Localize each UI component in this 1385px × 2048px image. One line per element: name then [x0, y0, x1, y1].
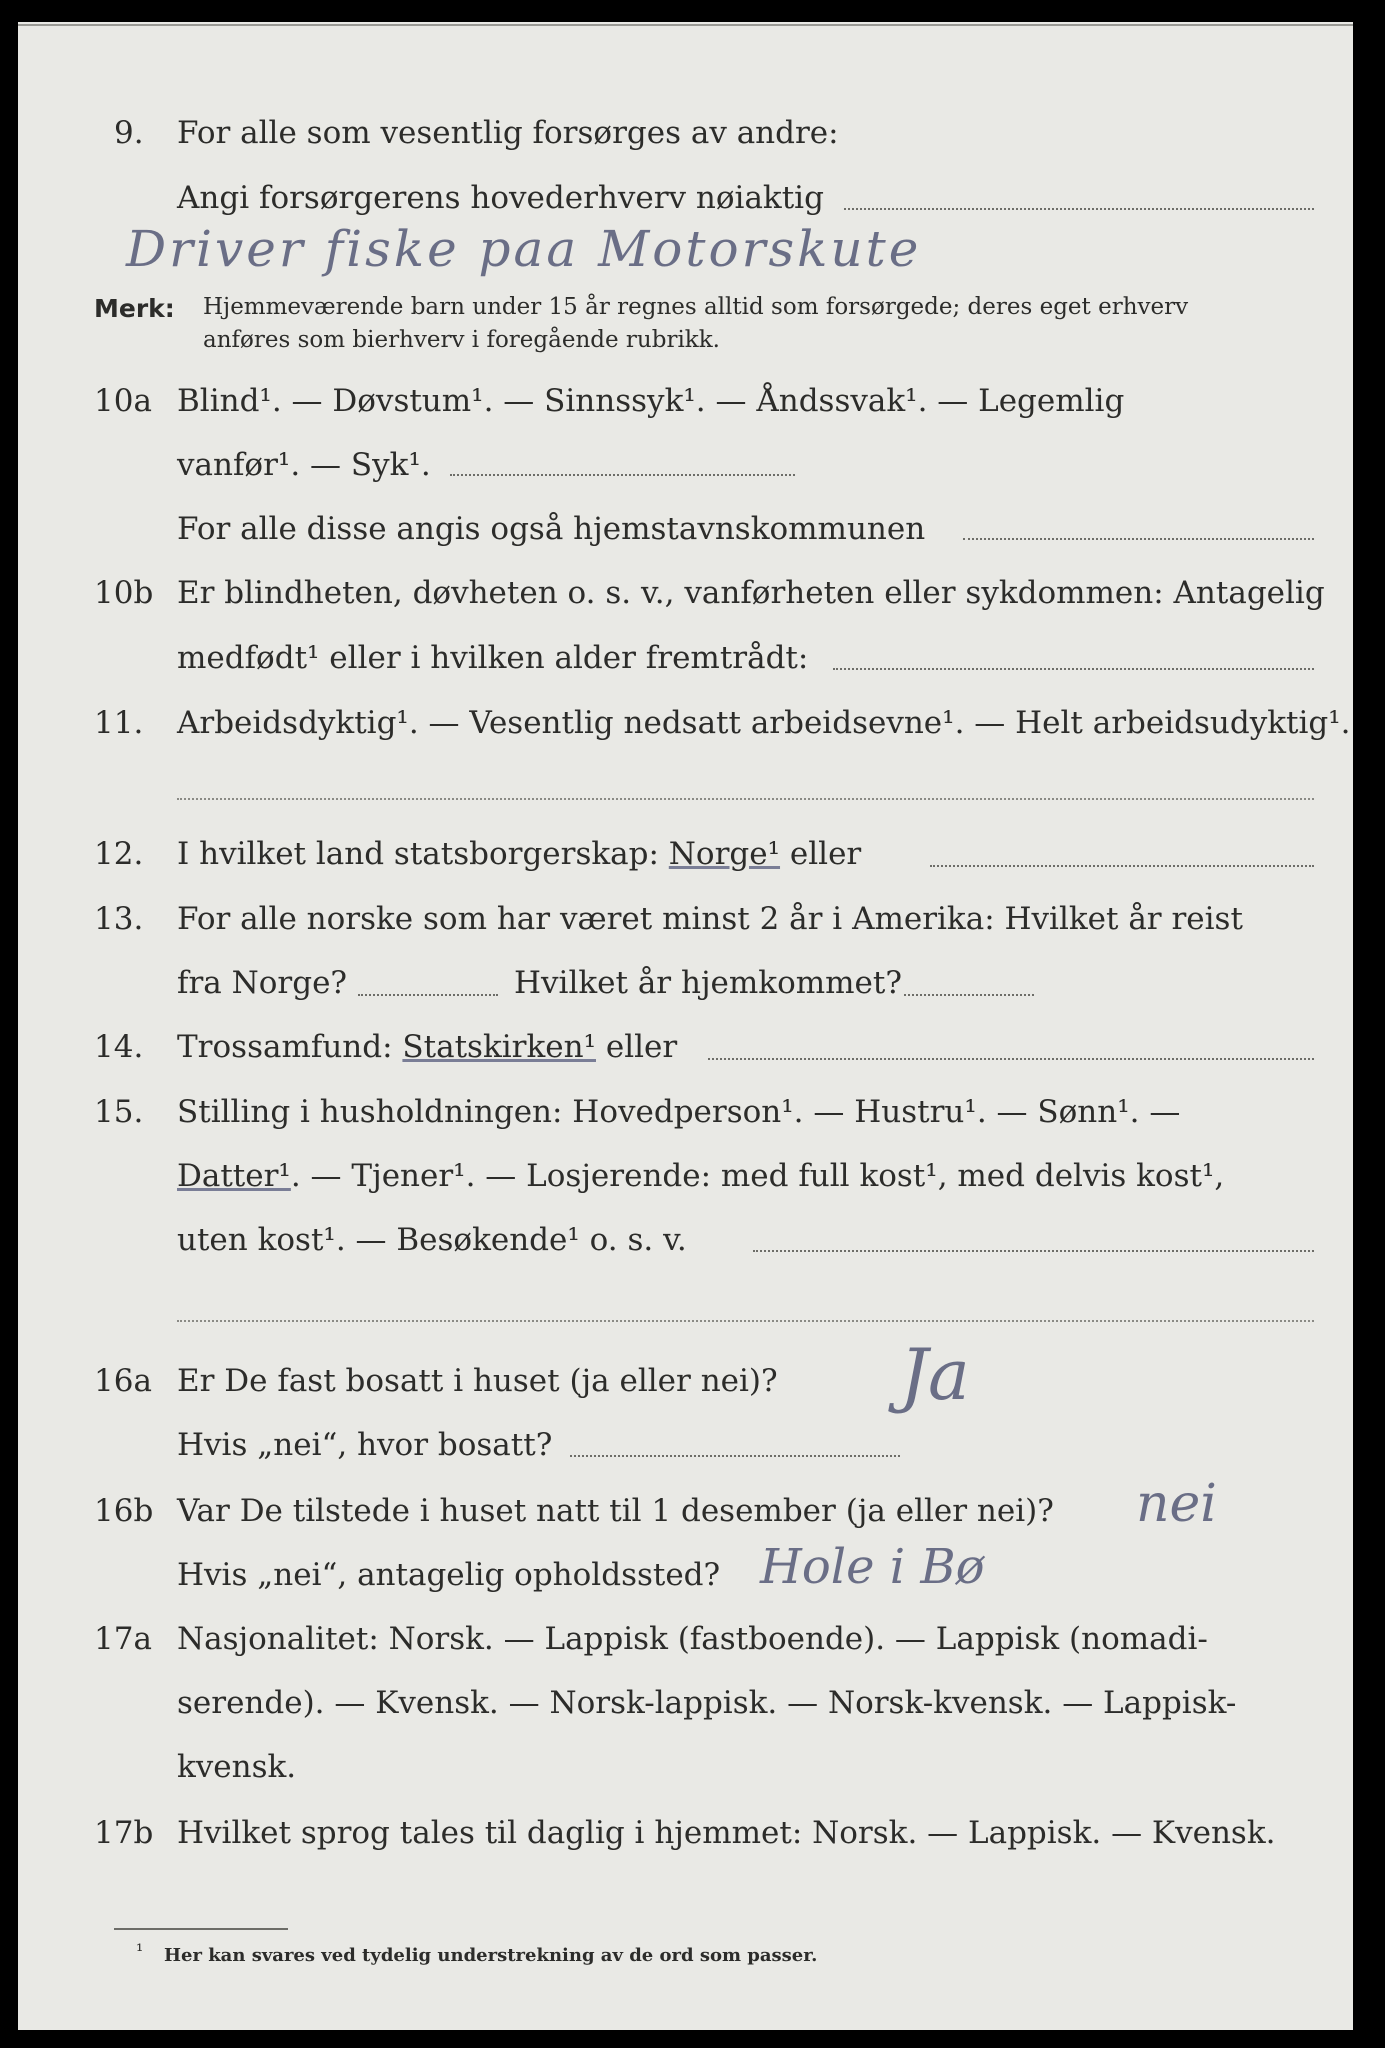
q15-dotted-line-2 — [177, 1320, 1314, 1322]
q17a-line-3: kvensk. — [177, 1749, 297, 1785]
page-border — [18, 22, 1353, 2030]
q13-line-2a: fra Norge? — [177, 965, 348, 1001]
q15-line-3: uten kost¹. — Besøkende¹ o. s. v. — [177, 1222, 687, 1258]
q16a-line-1: Er De fast bosatt i huset (ja eller nei)? — [177, 1363, 778, 1399]
q17b-number: 17b — [94, 1815, 154, 1851]
q10b-line-1: Er blindheten, døvheten o. s. v., vanførheten eller sykdommen: Antagelig — [177, 575, 1325, 611]
q14-dotted-line — [708, 1058, 1314, 1060]
q9-dotted-line — [844, 208, 1314, 210]
q15-line-1: Stilling i husholdningen: Hovedperson¹. — Hustru¹. — Sønn¹. — — [177, 1094, 1181, 1130]
q15-line-2 — [177, 1157, 1224, 1195]
q13-number: 13. — [94, 901, 144, 937]
q14-rest: eller — [605, 1029, 678, 1065]
q13-line-2b: Hvilket år hjemkommet? — [514, 965, 902, 1001]
q15-dotted-line-1 — [753, 1250, 1314, 1252]
q10a-line-3: For alle disse angis også hjemstavnskommunen — [177, 511, 926, 547]
merk-line-1: Hjemmeværende barn under 15 år regnes alltid som forsørgede; deres eget erhverv — [203, 294, 1189, 320]
merk-line-2: anføres som bierhverv i foregående rubrikk. — [203, 327, 720, 353]
q10a-dotted-line-1 — [450, 474, 795, 476]
q15-number: 15. — [94, 1094, 144, 1130]
q12-number: 12. — [94, 836, 144, 872]
q12-underlined-answer: Norge¹ — [668, 836, 781, 872]
q13-dotted-line-1 — [358, 994, 498, 996]
q11-dotted-line — [177, 798, 1314, 800]
q17b-line-1: Hvilket sprog tales til daglig i hjemmet: Norsk. — Lappisk. — Kvensk. — [177, 1815, 1276, 1851]
q13-dotted-line-2 — [904, 994, 1034, 996]
q9-handwritten-answer: Driver fiske paa Motorskute — [126, 220, 922, 278]
q13-line-1: For alle norske som har været minst 2 år i Amerika: Hvilket år reist — [177, 901, 1243, 937]
footnote-mark: ¹ — [136, 1941, 144, 1962]
footnote-text: Her kan svares ved tydelig understrekning av de ord som passer. — [164, 1945, 818, 1966]
q14-number: 14. — [94, 1029, 144, 1065]
q17a-line-1: Nasjonalitet: Norsk. — Lappisk (fastboende). — Lappisk (nomadi- — [177, 1621, 1208, 1657]
q14-underlined-answer: Statskirken¹ — [402, 1029, 596, 1065]
q11-number: 11. — [94, 705, 144, 741]
q12-dotted-line — [930, 865, 1314, 867]
q10b-number: 10b — [94, 575, 154, 611]
q12-question: I hvilket land statsborgerskap: — [177, 836, 659, 872]
q16a-dotted-line — [570, 1455, 900, 1457]
q10a-line-2: vanfør¹. — Syk¹. — [177, 447, 431, 483]
q16a-line-2: Hvis „nei“, hvor bosatt? — [177, 1427, 553, 1463]
q10a-dotted-line-2 — [963, 538, 1314, 540]
q9-number: 9. — [114, 115, 144, 151]
q16b-handwritten-answer-1: nei — [1136, 1474, 1217, 1534]
q12-rest: eller — [789, 836, 862, 872]
q12-text — [177, 835, 861, 873]
q17a-number: 17a — [94, 1621, 152, 1657]
q17a-line-2: serende). — Kvensk. — Norsk-lappisk. — Norsk-kvensk. — Lappisk- — [177, 1685, 1237, 1721]
q16b-number: 16b — [94, 1493, 154, 1529]
q10b-line-2: medfødt¹ eller i hvilken alder fremtrådt: — [177, 640, 809, 676]
q15-underlined-answer: Datter¹ — [177, 1158, 291, 1194]
q9-sub: Angi forsørgerens hovederhverv nøiaktig — [177, 180, 824, 216]
q16a-handwritten-answer: Ja — [900, 1334, 970, 1416]
q10b-dotted-line — [833, 668, 1314, 670]
census-form-page — [18, 22, 1353, 2030]
q11-line-1: Arbeidsdyktig¹. — Vesentlig nedsatt arbeidsevne¹. — Helt arbeidsudyktig¹. — [177, 705, 1351, 741]
q16b-handwritten-answer-2: Hole i Bø — [760, 1539, 985, 1595]
q10a-number: 10a — [94, 383, 152, 419]
q15-line-2-rest: . — Tjener¹. — Losjerende: med full kost¹, med delvis kost¹, — [290, 1158, 1225, 1194]
q16b-line-2: Hvis „nei“, antagelig opholdssted? — [177, 1557, 721, 1593]
q16a-number: 16a — [94, 1363, 152, 1399]
q14-question: Trossamfund: — [177, 1029, 393, 1065]
q14-text — [177, 1028, 677, 1066]
q9-text: For alle som vesentlig forsørges av andre: — [177, 115, 839, 151]
merk-label: Merk: — [94, 294, 175, 323]
q16b-line-1: Var De tilstede i huset natt til 1 desember (ja eller nei)? — [177, 1493, 1054, 1529]
q10a-line-1: Blind¹. — Døvstum¹. — Sinnssyk¹. — Åndssvak¹. — Legemlig — [177, 383, 1125, 419]
